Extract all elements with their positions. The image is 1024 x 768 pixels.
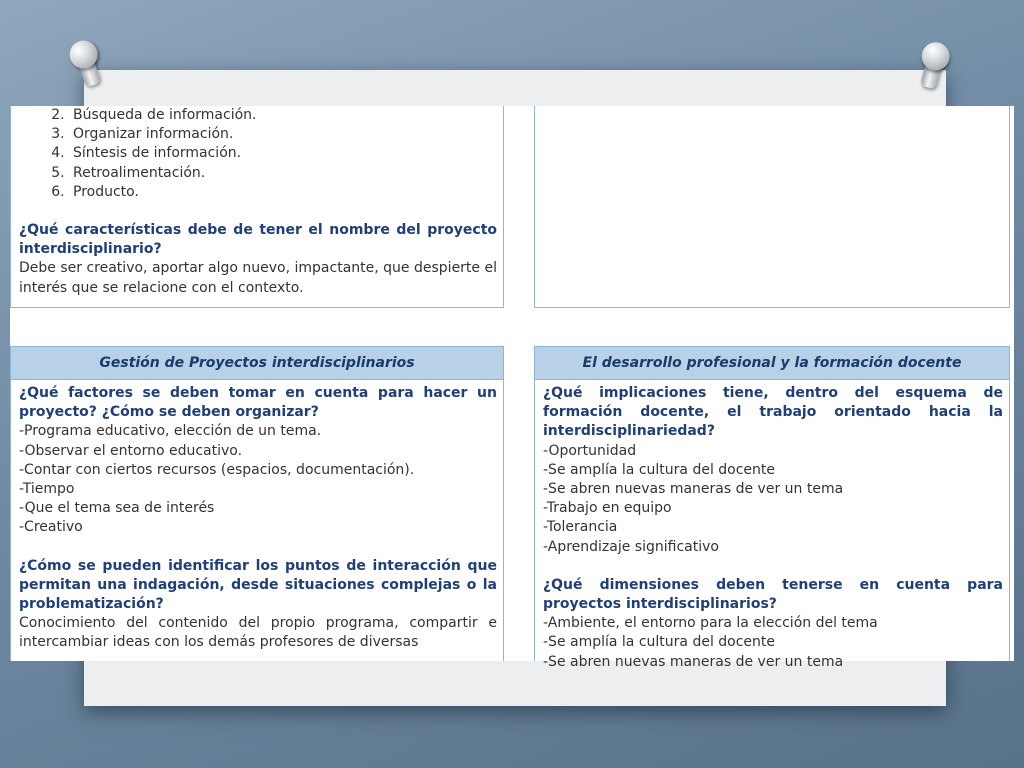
answer-line: -Se abren nuevas maneras de ver un tema [543, 653, 844, 670]
question-heading: ¿Qué implicaciones tiene, dentro del esquema de formación docente, el trabajo orientado hacia la interdisciplinariedad? [543, 385, 1003, 440]
answer-line: -Tolerancia [543, 519, 618, 536]
question-heading: ¿Qué dimensiones deben tenerse en cuenta para proyectos interdisciplinarios? [543, 576, 1003, 613]
pushpin-icon [910, 39, 955, 96]
answer-line: -Observar el entorno educativo. [19, 442, 243, 459]
question-heading: ¿Qué factores se deben tomar en cuenta para hacer un proyecto? ¿Cómo se deben organizar? [19, 385, 497, 421]
top-right-cell [534, 106, 1010, 308]
list-item: 6. Producto. [69, 183, 503, 202]
pushpin-icon [63, 36, 111, 94]
answer-line: -Se abren nuevas maneras de ver un tema [543, 481, 844, 498]
answer-line: -Aprendizaje significativo [543, 538, 719, 555]
answer-line: -Tiempo [19, 481, 75, 498]
steps-list [11, 106, 503, 202]
answer-line: -Contar con ciertos recursos (espacios, documentación). [19, 461, 415, 478]
answer-line: -Que el tema sea de interés [19, 500, 215, 517]
top-left-cell [10, 106, 504, 308]
answer-line: -Se amplía la cultura del docente [543, 634, 776, 651]
answer-line: -Oportunidad [543, 442, 637, 459]
right-body-cell [534, 380, 1010, 670]
section-header: El desarrollo profesional y la formación docente [534, 346, 1010, 380]
question-heading: ¿Cómo se pueden identificar los puntos de interacción que permitan una indagación, desde situaciones complejas o la problematización? [19, 557, 497, 613]
section-header: Gestión de Proyectos interdisciplinarios [10, 346, 504, 380]
answer-line: -Trabajo en equipo [543, 500, 672, 517]
list-item: 4. Síntesis de información. [69, 144, 503, 163]
answer-line: -Programa educativo, elección de un tema. [19, 423, 322, 440]
left-body-cell [10, 380, 504, 661]
answer-text: Conocimiento del contenido del propio programa, compartir e intercambiar ideas con los demás profesores de diversas [19, 615, 497, 651]
list-item: 3. Organizar información. [69, 125, 503, 144]
list-item: 2. Búsqueda de información. [69, 106, 503, 125]
answer-line: -Creativo [19, 519, 83, 536]
document-table [10, 106, 1014, 670]
answer-text: Debe ser creativo, aportar algo nuevo, impactante, que despierte el interés que se relacione con el contexto. [19, 260, 497, 296]
list-item: 5. Retroalimentación. [69, 164, 503, 183]
answer-line: -Se amplía la cultura del docente [543, 461, 776, 478]
question-heading: ¿Qué características debe de tener el nombre del proyecto interdisciplinario? [19, 222, 497, 258]
answer-line: -Ambiente, el entorno para la elección del tema [543, 615, 878, 632]
